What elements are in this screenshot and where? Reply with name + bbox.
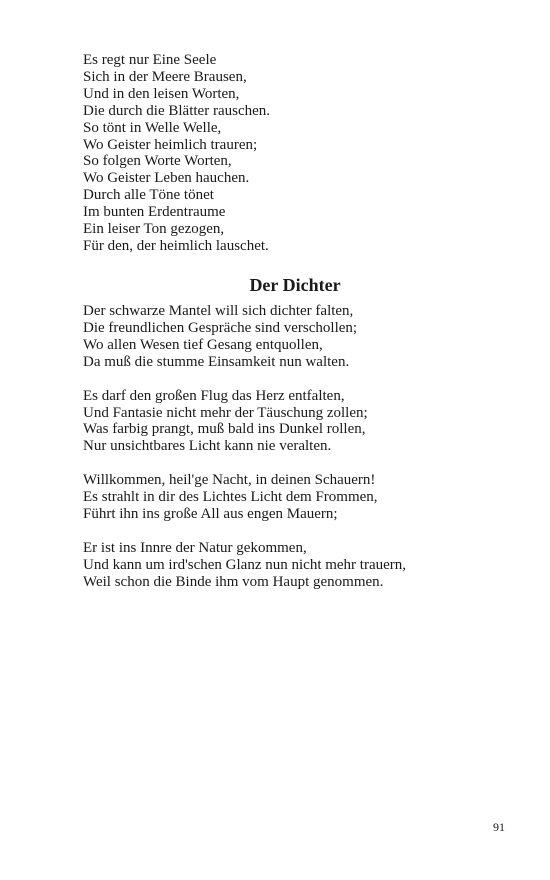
page-number: 91: [493, 820, 505, 834]
verse-line: Wo Geister heimlich trauren;: [83, 136, 258, 153]
verse-line: Im bunten Erdentraume: [83, 204, 226, 221]
verse-line: Ein leiser Ton gezogen,: [83, 221, 225, 238]
verse-line: Sich in der Meere Brausen,: [83, 68, 247, 85]
verse-line: Was farbig prangt, muß bald ins Dunkel rollen,: [83, 421, 366, 438]
verse-line: Durch alle Töne tönet: [83, 187, 214, 204]
verse-line: Willkommen, heil'ge Nacht, in deinen Schauern!: [83, 472, 376, 489]
stanza-1: [83, 303, 406, 371]
verse-line: Es regt nur Eine Seele: [83, 52, 217, 68]
verse-line: Nur unsichtbares Licht kann nie veralten.: [83, 438, 332, 455]
verse-line: Und in den leisen Worten,: [83, 85, 240, 102]
intro-stanza: [83, 52, 270, 255]
verse-line: Weil schon die Binde ihm vom Haupt genommen.: [83, 573, 384, 590]
verse-line: Und kann um ird'schen Glanz nun nicht mehr trauern,: [83, 556, 407, 573]
verse-line: Es darf den großen Flug das Herz entfalten,: [83, 387, 345, 404]
verse-line: So tönt in Welle Welle,: [83, 119, 222, 136]
verse-line: Wo Geister Leben hauchen.: [83, 170, 250, 187]
verse-line: Die freundlichen Gespräche sind verschollen;: [83, 319, 358, 336]
stanza-4: [83, 540, 406, 591]
verse-line: Er ist ins Innre der Natur gekommen,: [83, 539, 307, 556]
verse-line: Da muß die stumme Einsamkeit nun walten.: [83, 353, 350, 370]
verse-line: Führt ihn ins große All aus engen Mauern;: [83, 506, 338, 523]
verse-line: Wo allen Wesen tief Gesang entquollen,: [83, 336, 323, 353]
stanza-3: [83, 472, 406, 523]
verse-line: Die durch die Blätter rauschen.: [83, 102, 271, 119]
verse-line: Der schwarze Mantel will sich dichter falten,: [83, 303, 354, 319]
stanza-2: [83, 388, 406, 456]
verse-line: Es strahlt in dir des Lichtes Licht dem Frommen,: [83, 489, 378, 506]
verse-line: Für den, der heimlich lauschet.: [83, 237, 269, 254]
poem-title: Der Dichter: [249, 275, 341, 295]
verse-line: Und Fantasie nicht mehr der Täuschung zollen;: [83, 404, 368, 421]
poem-body: [83, 303, 406, 608]
verse-line: So folgen Worte Worten,: [83, 153, 232, 170]
